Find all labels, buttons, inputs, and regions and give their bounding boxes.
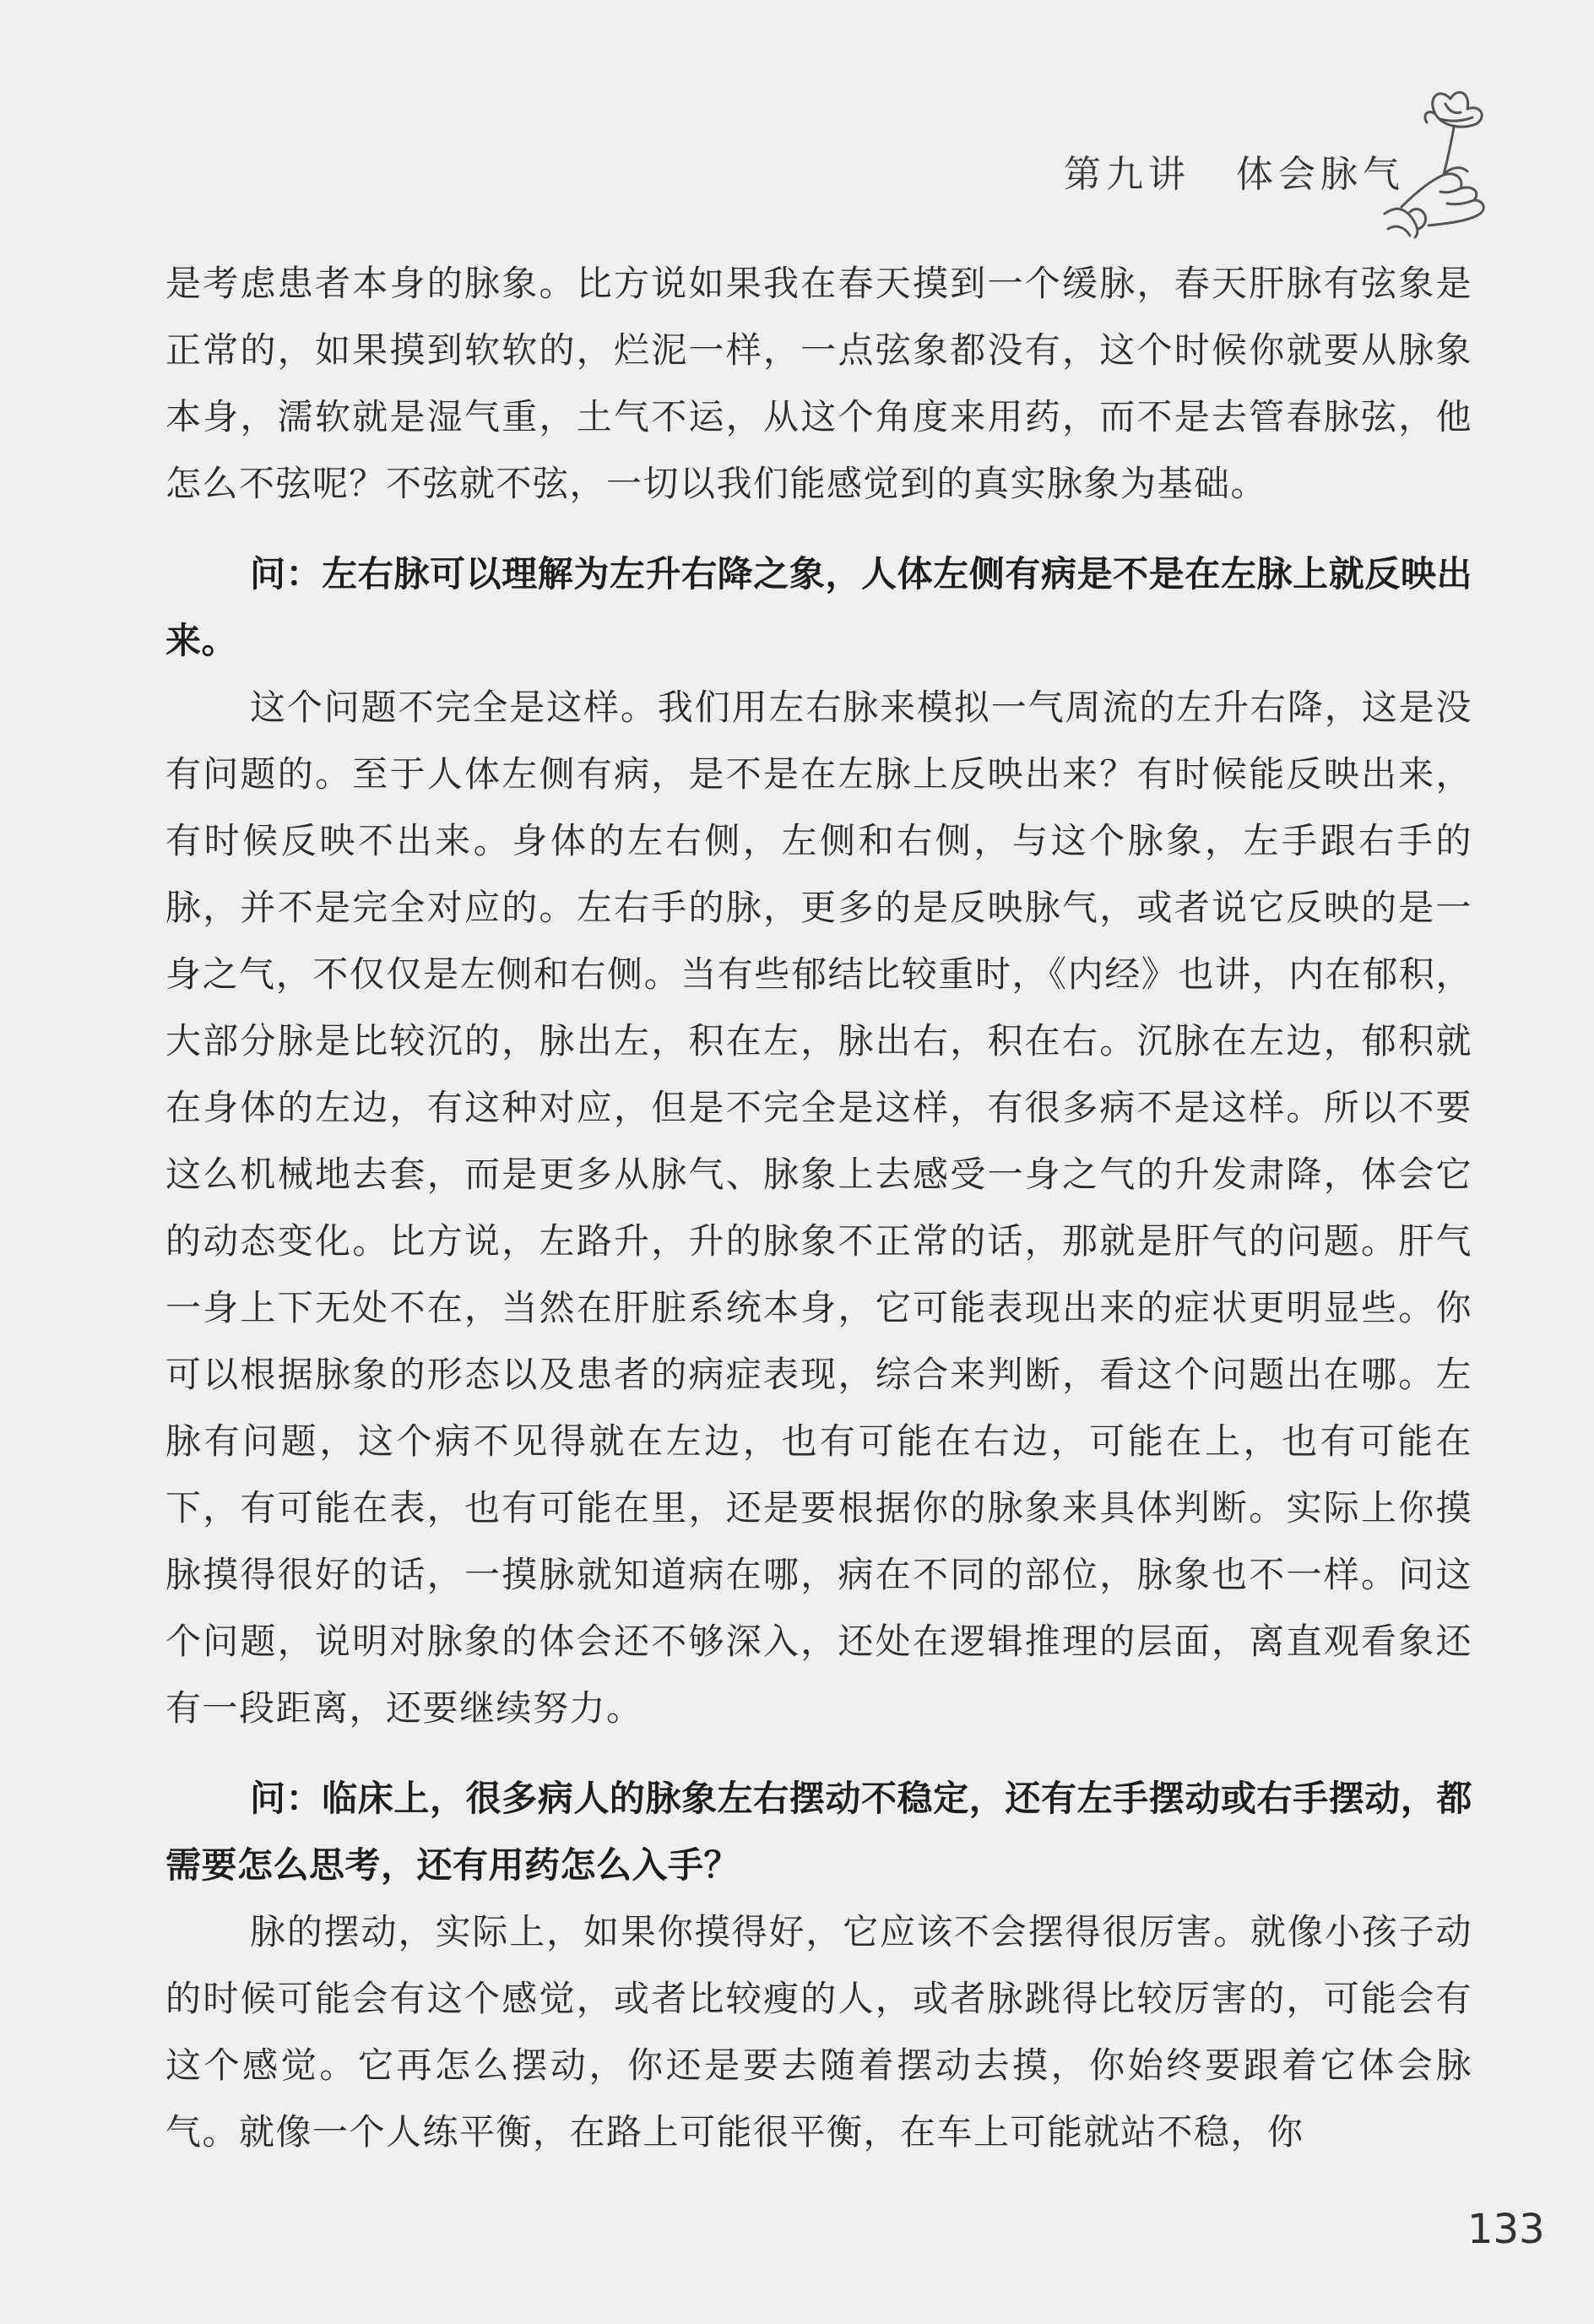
page-body <box>165 250 1472 2165</box>
chapter-title: 体会脉气 <box>1236 153 1405 196</box>
body-paragraph: 这个问题不完全是这样。我们用左右脉来模拟一气周流的左升右降，这是没有问题的。至于人体左侧有病，是不是在左脉上反映出来？有时候能反映出来，有时候反映不出来。身体的左右侧，左侧和右侧，与这个脉象，左手跟右手的脉，并不是完全对应的。左右手的脉，更多的是反映脉气，或者说它反映的是一身之气，不仅仅是左侧和右侧。当有些郁结比较重时，《内经》也讲，内在郁积，大部分脉是比较沉的，脉出左，积在左，脉出右，积在右。沉脉在左边，郁积就在身体的左边，有这种对应，但是不完全是这样，有很多病不是这样。所以不要这么机械地去套，而是更多从脉气、脉象上去感受一身之气的升发肃降，体会它的动态变化。比方说，左路升，升的脉象不正常的话，那就是肝气的问题。肝气一身上下无处不在，当然在肝脏系统本身，它可能表现出来的症状更明显些。你可以根据脉象的形态以及患者的病症表现，综合来判断，看这个问题出在哪。左脉有问题，这个病不见得就在左边，也有可能在右边，可能在上，也有可能在下，有可能在表，也有可能在里，还是要根据你的脉象来具体判断。实际上你摸脉摸得很好的话，一摸脉就知道病在哪，病在不同的部位，脉象也不一样。问这个问题，说明对脉象的体会还不够深入，还处在逻辑推理的层面，离直观看象还有一段距离，还要继续努力。 <box>165 687 1472 1729</box>
body-paragraph: 是考虑患者本身的脉象。比方说如果我在春天摸到一个缓脉，春天肝脉有弦象是正常的，如果摸到软软的，烂泥一样，一点弦象都没有，这个时候你就要从脉象本身，濡软就是湿气重，土气不运，从这个角度来用药，而不是去管春脉弦，他怎么不弦呢？不弦就不弦，一切以我们能感觉到的真实脉象为基础。 <box>165 263 1472 504</box>
question-paragraph: 问：临床上，很多病人的脉象左右摆动不稳定，还有左手摆动或右手摆动，都需要怎么思考，还有用药怎么入手？ <box>165 1778 1472 1886</box>
lotus-hand-icon <box>1376 80 1520 241</box>
running-header <box>1064 144 1405 198</box>
page-number: 133 <box>1467 2206 1545 2253</box>
question-paragraph: 问：左右脉可以理解为左升右降之象，人体左侧有病是不是在左脉上就反映出来。 <box>165 553 1472 661</box>
body-paragraph: 脉的摆动，实际上，如果你摸得好，它应该不会摆得很厉害。就像小孩子动的时候可能会有这个感觉，或者比较瘦的人，或者脉跳得比较厉害的，可能会有这个感觉。它再怎么摆动，你还是要去随着摆动去摸，你始终要跟着它体会脉气。就像一个人练平衡，在路上可能很平衡，在车上可能就站不稳，你 <box>165 1911 1472 2153</box>
chapter-label: 第九讲 <box>1064 153 1190 196</box>
